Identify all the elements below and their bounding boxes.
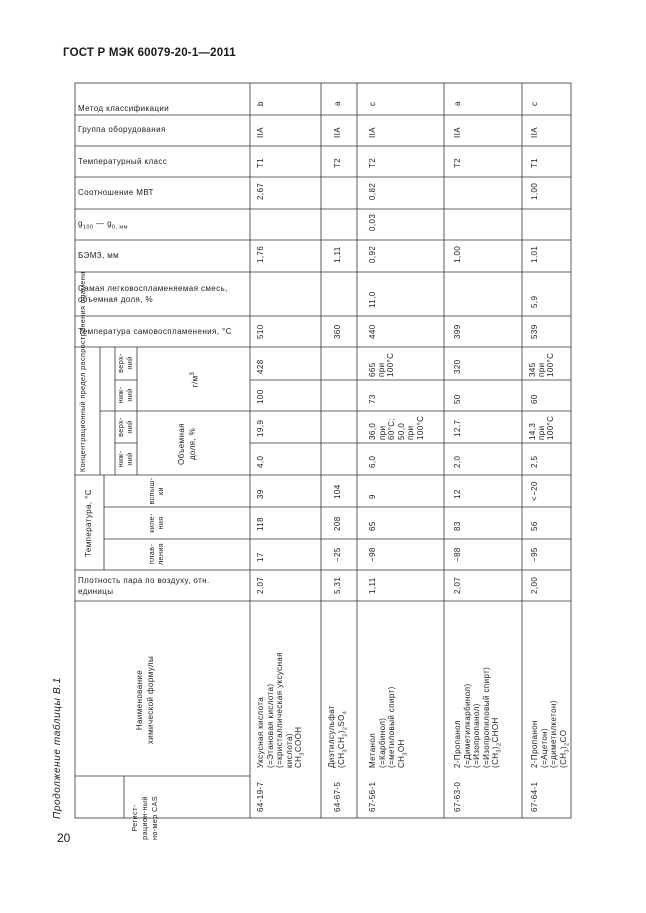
cell-s2-name: Диэтилсульфат $(CH_3CH_2)_2SO_4$ [327, 705, 349, 768]
cell-s2-group: IIA [333, 127, 342, 138]
cell-s5-vapor-density: 2,00 [530, 576, 539, 594]
label-melting: плав-ления [147, 542, 165, 566]
cell-s1-vol-upper: 19,9 [256, 419, 265, 437]
cell-s5-vol-upper: 14,3 при 100°С [528, 415, 556, 440]
cell-s4-method: a [453, 101, 462, 106]
cell-s1-mesg: 1,76 [256, 245, 265, 263]
cell-s1-mvt: 2,67 [256, 182, 265, 200]
cell-s4-temp-class: T2 [453, 157, 462, 168]
cell-s4-name: 2-Пропанол (=Диметилкарбинол) (=Изопропанол) (=Изопропиловый спирт) $(CH_3)_2CHOH$ [453, 666, 503, 768]
label-method: Метод классификации [78, 104, 170, 113]
cell-s2-vapor-density: 5,31 [333, 576, 342, 594]
cell-s1-autoignition: 510 [256, 324, 265, 339]
cell-s2-temp-class: T2 [333, 157, 342, 168]
cell-s1-formula: $CH_3COOH$ [294, 726, 306, 768]
cell-s2-cas: 64-67-5 [333, 781, 342, 812]
label-autoignition: Температура самовоспламенения, °С [78, 327, 232, 336]
cell-s3-g-upper: 665 при 100°С [368, 352, 396, 377]
cell-s3-autoignition: 440 [368, 324, 377, 339]
cell-s1-flash: 39 [256, 489, 265, 499]
cell-s5-name: 2-Пропанон (=Ацетон) (=диметилкетон) $(CH_3)_2CO$ [530, 700, 571, 768]
cell-s4-vol-upper: 12,7 [453, 419, 462, 437]
cell-s1-name: Уксусная кислота (=Этановая кислота) (=кристаллическая уксусная кислота) $CH_3COOH$ [256, 652, 306, 768]
cell-s5-method: c [530, 101, 539, 106]
label-upper-g: верх-ний [116, 353, 134, 373]
cell-s3-flash: 9 [368, 494, 377, 499]
cell-s3-group: IIA [368, 127, 377, 138]
label-name-formula: Наименование химической формулы [135, 655, 155, 745]
cell-s2-method: a [333, 101, 342, 106]
cell-s3-g-lower: 73 [368, 394, 377, 404]
cell-s3-method: c [368, 101, 377, 106]
cell-s3-formula: $CH_3OH$ [396, 739, 409, 768]
document-title: ГОСТ Р МЭК 60079-20-1—2011 [63, 47, 236, 59]
cell-s1-melting: 17 [256, 552, 265, 562]
cell-s4-g-lower: 50 [453, 394, 462, 404]
cell-s4-mesg: 1,00 [453, 245, 462, 263]
cell-s3-boiling: 65 [368, 521, 377, 531]
cell-s4-boiling: 83 [453, 521, 462, 531]
label-g-per-m3: $г/м^3$ [190, 371, 200, 388]
cell-s5-group: IIA [530, 127, 539, 138]
page-number: 20 [57, 831, 71, 845]
cell-s2-boiling: 208 [333, 516, 342, 531]
label-cas-number: Регист-рацион-ный но-мер CAS [130, 795, 159, 841]
cell-s4-flash: 12 [453, 489, 462, 499]
cell-s3-flammable-mix: 11,0 [368, 291, 377, 308]
label-boiling: кипе-ния [147, 513, 165, 533]
cell-s3-vol-upper: 36,0 при 60°С; 50,0 при 100°С [368, 415, 425, 440]
cell-s3-mesg: 0,92 [368, 245, 377, 263]
label-temperature-class: Температурный класс [78, 157, 168, 166]
label-mesg: БЭМЗ, мм [78, 251, 120, 260]
label-mvt-ratio: Соотношение МВТ [78, 188, 154, 197]
cell-s3-vapor-density: 1,11 [368, 577, 377, 594]
cell-s4-g-upper: 320 [453, 359, 462, 374]
cell-s5-flash: <−20 [530, 481, 539, 501]
cell-s5-boiling: 56 [530, 521, 539, 531]
cell-s1-group: IIA [256, 127, 265, 138]
cell-s5-melting: −95 [530, 547, 539, 562]
label-lower-vol: ниж-ний [116, 450, 134, 468]
cell-s4-vapor-density: 2,07 [453, 576, 462, 594]
cell-s5-g-lower: 60 [530, 394, 539, 404]
cell-s4-formula: $(CH_3)_2CHOH$ [491, 717, 503, 768]
cell-s1-vapor-density: 2,07 [256, 576, 265, 594]
label-temperature: Температура, °С [84, 489, 93, 557]
cell-s5-autoignition: 539 [530, 324, 539, 339]
cell-s3-temp-class: T2 [368, 157, 377, 168]
label-upper-vol: верх-ний [116, 417, 134, 437]
cell-s1-g-lower: 100 [256, 389, 265, 404]
cell-s2-formula: $(CH_3CH_2)_2SO_4$ [336, 710, 349, 768]
cell-s3-name: Метанол (=Карбинол) (=метиловый спирт) $CH_3OH$ [368, 686, 409, 768]
label-g100-g0: $g_{100}$ — $g_{0, мм}$ [78, 219, 128, 231]
label-lower-g: ниж-ний [116, 386, 134, 404]
cell-s1-cas: 64-19-7 [256, 781, 265, 812]
label-vapor-density: Плотность пара по воздуху, отн. единицы [78, 576, 210, 596]
cell-s1-temp-class: T1 [256, 157, 265, 168]
cell-s2-mesg: 1,11 [333, 246, 342, 263]
cell-s5-vol-lower: 2,5 [530, 455, 539, 468]
label-volume-fraction: Объемная доля, % [177, 423, 197, 465]
cell-s5-cas: 67-64-1 [530, 781, 539, 812]
cell-s4-vol-lower: 2,0 [453, 455, 462, 468]
cell-s2-flash: 104 [333, 484, 342, 499]
label-equipment-group: Группа оборудования [78, 125, 166, 134]
label-conc-limit: Концентрационный предел распространения пламени [78, 271, 87, 472]
cell-s3-cas: 67-56-1 [368, 781, 377, 812]
cell-s3-melting: −98 [368, 547, 377, 562]
cell-s2-autoignition: 360 [333, 324, 342, 339]
cell-s5-mvt: 1,00 [530, 182, 539, 200]
cell-s4-group: IIA [453, 127, 462, 138]
cell-s5-formula: $(CH_3)_2CO$ [558, 729, 571, 768]
cell-s5-temp-class: T1 [530, 157, 539, 168]
label-flash: вспыш-ки [147, 477, 165, 505]
cell-s5-mesg: 1,01 [530, 245, 539, 263]
cell-s1-g-upper: 428 [256, 359, 265, 374]
cell-s4-autoignition: 399 [453, 324, 462, 339]
table-caption: Продолжение таблицы В.1 [52, 677, 63, 819]
cell-s1-vol-lower: 4,0 [256, 455, 265, 468]
cell-s1-method: b [256, 101, 265, 106]
cell-s5-flammable-mix: 5,9 [530, 295, 539, 308]
cell-s4-melting: −88 [453, 547, 462, 562]
cell-s1-boiling: 118 [256, 517, 265, 531]
cell-s3-vol-lower: 6,0 [368, 455, 377, 468]
cell-s2-melting: −25 [333, 547, 342, 562]
cell-s4-cas: 67-63-0 [453, 781, 462, 812]
cell-s5-g-upper: 345 при 100°С [528, 352, 556, 377]
cell-s3-mvt: 0,82 [368, 182, 377, 200]
cell-s3-g100-g0: 0,03 [368, 213, 377, 231]
label-flammable-mixture: Самая легковоспламеняемая смесь, объемная доля, % [78, 284, 228, 304]
